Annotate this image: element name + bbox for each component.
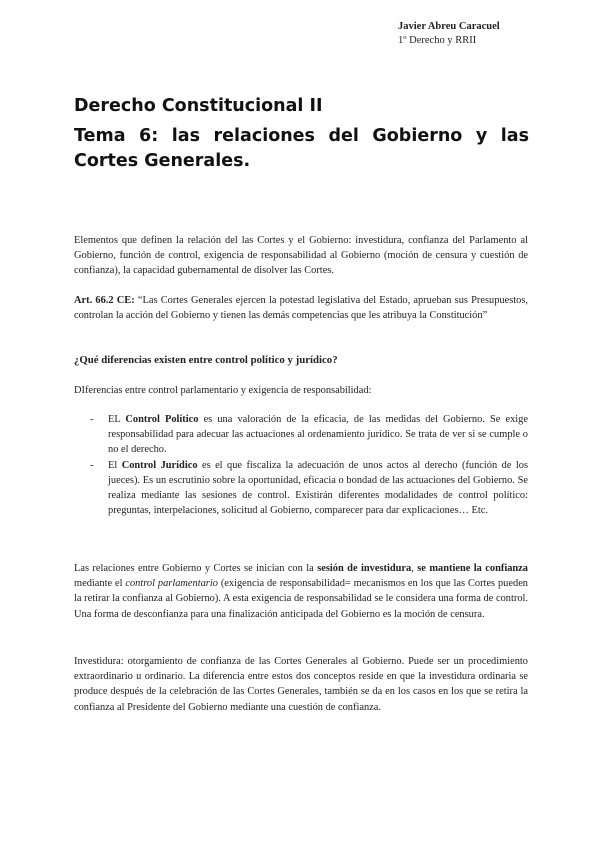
list-item-term: Control Jurídico (121, 459, 198, 471)
list-dash: - (90, 414, 94, 425)
relations-text: (exigencia de responsabilidad= mecanismos en los que las Cortes pueden la retirar la confianza al Gobierno). A esta exigencia de responsabilidad se le considera una forma de control. Una forma de desconfianza para una finalización anticipada del Gobierno es la moción de censura. (74, 578, 528, 620)
question-heading: ¿Qué diferencias existen entre control político y jurídico? (74, 354, 338, 366)
differences-intro: DIferencias entre control parlamentario y exigencia de responsabilidad: (74, 385, 372, 396)
relations-text: mediante el (74, 578, 126, 590)
list-item (86, 412, 528, 458)
relations-italic-control: control parlamentario (125, 578, 218, 590)
article-quote: “Las Cortes Generales ejercen la potestad legislativa del Estado, aprueban sus Presupuestos, controlan la acción del Gobierno y tienen las demás competencias que les atribuya la Constitución” (74, 295, 529, 322)
list-dash: - (90, 459, 94, 471)
author-block (398, 20, 500, 48)
relations-paragraph (74, 561, 528, 622)
author-name: Javier Abreu Caracuel (398, 21, 500, 32)
control-list (86, 412, 528, 518)
list-item-term: Control Político (125, 414, 199, 425)
relations-text: , (411, 563, 418, 574)
list-item-prefix: EL (108, 414, 126, 425)
list-item (86, 458, 528, 519)
investidura-paragraph: Investidura: otorgamiento de confianza de las Cortes Generales al Gobierno. Puede ser un procedimiento extraordinario u ordinario. La diferencia entre estos dos conceptos reside en que la investidura ordinaria se produce después de la celebración de las Cortes Generales, también se da en los casos en los que se retira la confianza al Presidente del Gobierno mediante una cuestión de confianza. (74, 656, 528, 713)
relations-bold-confianza: se mantiene la confianza (417, 563, 528, 574)
article-reference: Art. 66.2 CE: (74, 295, 135, 306)
document-title: Derecho Constitucional II (74, 96, 323, 116)
list-item-prefix: El (108, 459, 122, 471)
article-paragraph (74, 293, 528, 323)
author-course: 1º Derecho y RRII (398, 35, 477, 46)
relations-text: Las relaciones entre Gobierno y Cortes se inician con la (74, 563, 318, 574)
list-item-text: es el que fiscaliza la adecuación de unos actos al derecho (función de los jueces). Es un escrutinio sobre la oportunidad, eficacia o bondad de las actuaciones del Gobierno. Se realiza mediante las sesiones de control. Existirán diferentes modalidades de control político: preguntas, interpelaciones, solicitud al Gobierno, comparecer para dar explicaciones… Etc. (108, 459, 528, 517)
relations-bold-investidura: sesión de investidura (317, 563, 412, 574)
document-subtitle: Tema 6: las relaciones del Gobierno y las Cortes Generales. (74, 126, 529, 171)
intro-paragraph: Elementos que definen la relación del las Cortes y el Gobierno: investidura, confianza del Parlamento al Gobierno, función de control, exigencia de responsabilidad al Gobierno (moción de censura y cuestión de confianza), la capacidad gubernamental de disolver las Cortes. (74, 235, 528, 277)
list-item-text: es una valoración de la eficacia, de las medidas del Gobierno. Se exige responsabilidad para adecuar las actuaciones al ordenamiento jurídico. Se trata de ver si se cumple o no el derecho. (108, 414, 528, 456)
